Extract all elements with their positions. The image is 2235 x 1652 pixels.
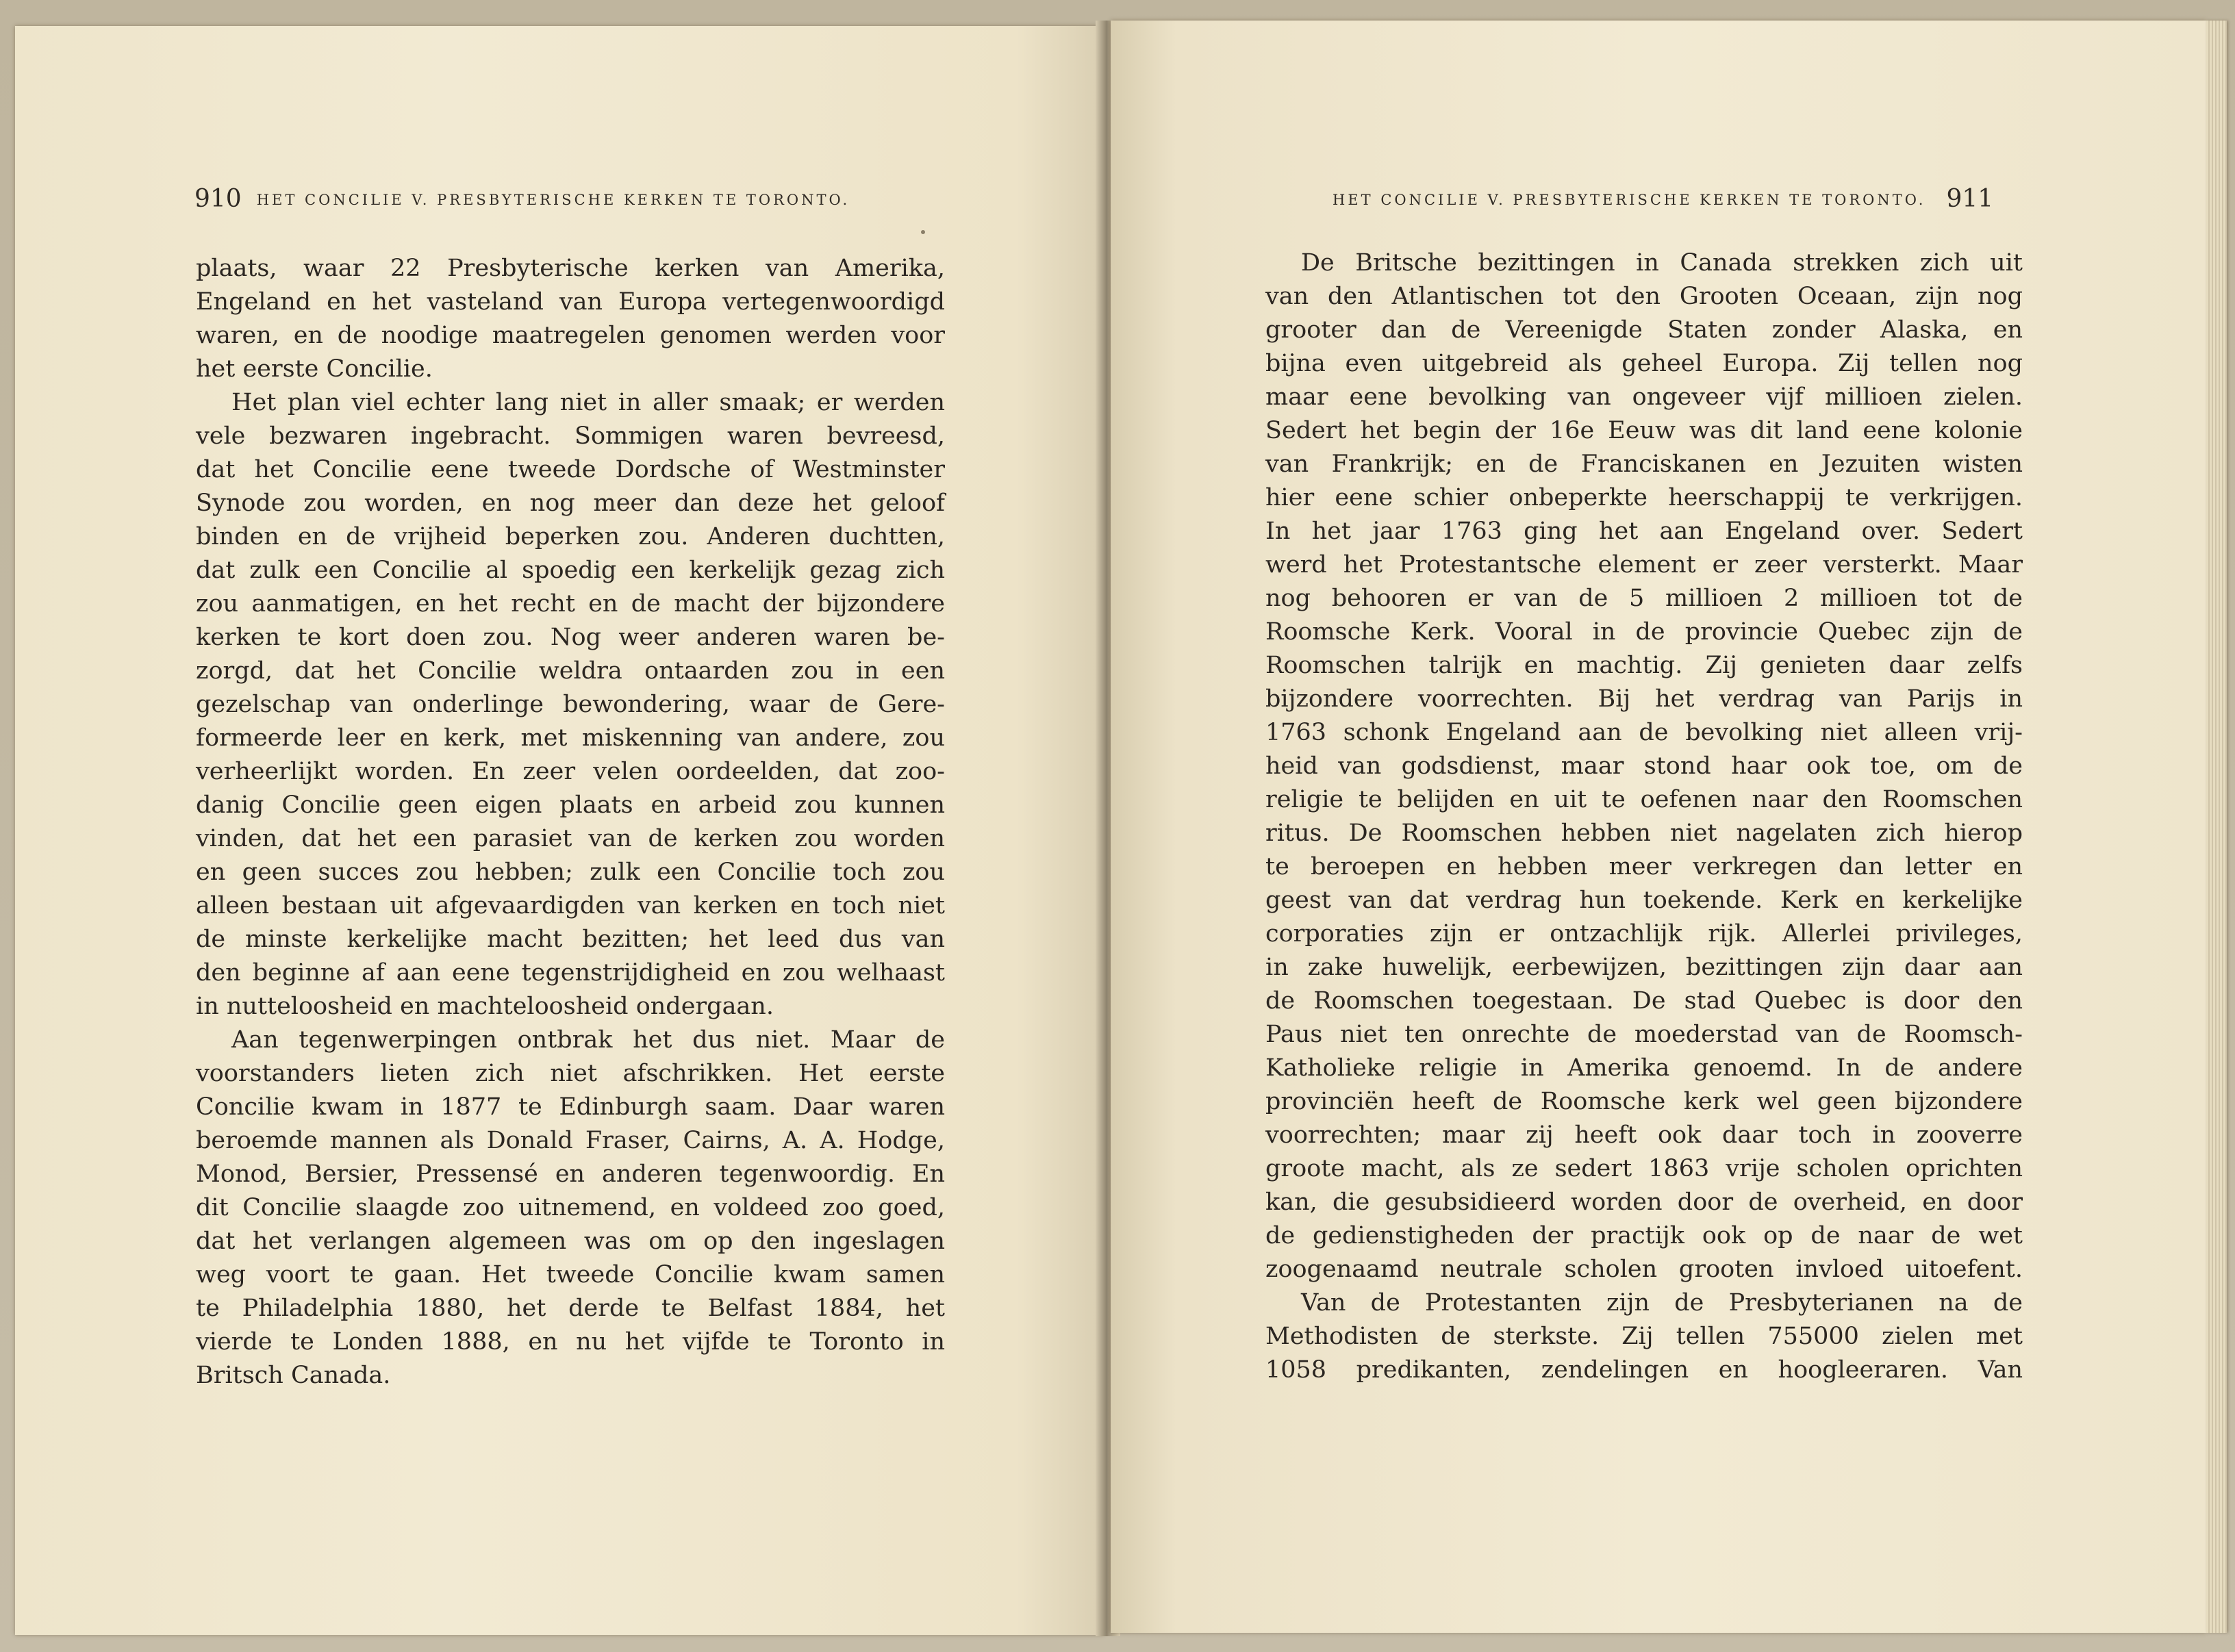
text-line: Engeland en het vasteland van Europa vertegenwoordigd (196, 288, 945, 316)
text-line: De Britsche bezittingen in Canada strekken zich uit (1301, 249, 2023, 277)
text-line: Synode zou worden, en nog meer dan deze het geloof (196, 490, 945, 517)
right-page-number: 911 (1946, 185, 1994, 213)
text-line: Van de Protestanten zijn de Presbyterianen na de (1301, 1289, 2023, 1317)
text-line: Roomschen talrijk en machtig. Zij genieten daar zelfs (1265, 652, 2023, 679)
text-line: weg voort te gaan. Het tweede Concilie kwam samen (196, 1261, 945, 1288)
right-body-text (1265, 246, 2023, 1387)
text-line: Aan tegenwerpingen ontbrak het dus niet. Maar de (231, 1026, 945, 1054)
text-line: In het jaar 1763 ging het aan Engeland over. Sedert (1265, 518, 2023, 545)
text-line: voorrechten; maar zij heeft ook daar toch in zooverre (1265, 1121, 2023, 1149)
text-line: Monod, Bersier, Pressensé en anderen tegenwoordig. En (196, 1160, 945, 1188)
text-line: Methodisten de sterkste. Zij tellen 755000 zielen met (1265, 1323, 2023, 1350)
right-running-head (1333, 185, 1993, 213)
text-line: heid van godsdienst, maar stond haar ook toe, om de (1265, 752, 2023, 780)
text-line: maar eene bevolking van ongeveer vijf millioen zielen. (1265, 383, 2023, 411)
text-line: waren, en de noodige maatregelen genomen werden voor (196, 322, 945, 349)
left-page-number: 910 (194, 185, 242, 213)
text-line: Britsch Canada. (196, 1362, 391, 1389)
text-line: vele bezwaren ingebracht. Sommigen waren bevreesd, (196, 422, 945, 450)
text-line: Katholieke religie in Amerika genoemd. In de andere (1265, 1054, 2023, 1082)
text-line: en geen succes zou hebben; zulk een Concilie toch zou (196, 859, 945, 886)
text-line: het eerste Concilie. (196, 355, 433, 383)
text-line: religie te belijden en uit te oefenen naar den Roomschen (1265, 786, 2023, 813)
text-line: bijzondere voorrechten. Bij het verdrag van Parijs in (1265, 685, 2023, 713)
text-line: gezelschap van onderlinge bewondering, waar de Gere- (196, 691, 945, 718)
text-line: beroemde mannen als Donald Fraser, Cairns, A. A. Hodge, (196, 1127, 945, 1154)
text-line: kan, die gesubsidieerd worden door de overheid, en door (1265, 1189, 2023, 1216)
text-line: verheerlijkt worden. En zeer velen oordeelden, dat zoo- (196, 758, 945, 785)
text-line: zou aanmatigen, en het recht en de macht der bijzondere (196, 590, 945, 618)
text-line: den beginne af aan eene tegenstrijdigheid en zou welhaast (196, 959, 945, 987)
text-line: zoogenaamd neutrale scholen grooten invloed uitoefent. (1265, 1256, 2023, 1283)
left-running-head (194, 185, 850, 213)
text-line: plaats, waar 22 Presbyterische kerken van Amerika, (196, 255, 945, 282)
text-line: Sedert het begin der 16e Eeuw was dit land eene kolonie (1265, 417, 2023, 444)
text-line: ritus. De Roomschen hebben niet nagelaten zich hierop (1265, 819, 2023, 847)
text-line: van den Atlantischen tot den Grooten Oceaan, zijn nog (1265, 283, 2023, 310)
text-line: te Philadelphia 1880, het derde te Belfast 1884, het (196, 1295, 945, 1322)
text-line: Concilie kwam in 1877 te Edinburgh saam. Daar waren (196, 1093, 945, 1121)
text-line: 1058 predikanten, zendelingen en hoogleeraren. Van (1265, 1356, 2023, 1384)
text-line: groote macht, als ze sedert 1863 vrije scholen oprichten (1265, 1155, 2023, 1182)
text-line: Paus niet ten onrechte de moederstad van de Roomsch- (1265, 1021, 2023, 1048)
text-line: van Frankrijk; en de Franciskanen en Jezuiten wisten (1265, 450, 2023, 478)
text-line: te beroepen en hebben meer verkregen dan letter en (1265, 853, 2023, 880)
text-line: hier eene schier onbeperkte heerschappij te verkrijgen. (1265, 484, 2023, 511)
text-line: kerken te kort doen zou. Nog weer anderen waren be- (196, 624, 945, 651)
text-line: voorstanders lieten zich niet afschrikken. Het eerste (196, 1060, 945, 1087)
text-line: zorgd, dat het Concilie weldra ontaarden zou in een (196, 657, 945, 685)
text-line: Roomsche Kerk. Vooral in de provincie Quebec zijn de (1265, 618, 2023, 646)
left-running-head-text: HET CONCILIE V. PRESBYTERISCHE KERKEN TE TORONTO. (256, 192, 850, 208)
text-line: alleen bestaan uit afgevaardigden van kerken en toch niet (196, 892, 945, 919)
text-line: dat het verlangen algemeen was om op den ingeslagen (196, 1228, 945, 1255)
page-edges (2206, 21, 2227, 1633)
text-line: 1763 schonk Engeland aan de bevolking niet alleen vrij- (1265, 719, 2023, 746)
text-line: vinden, dat het een parasiet van de kerken zou worden (196, 825, 945, 852)
text-line: Het plan viel echter lang niet in aller smaak; er werden (231, 389, 945, 416)
text-line: formeerde leer en kerk, met miskenning van andere, zou (196, 724, 945, 752)
text-line: geest van dat verdrag hun toekende. Kerk en kerkelijke (1265, 887, 2023, 914)
paper-speck (921, 230, 925, 234)
text-line: dit Concilie slaagde zoo uitnemend, en voldeed zoo goed, (196, 1194, 945, 1221)
text-line: corporaties zijn er ontzachlijk rijk. Allerlei privileges, (1265, 920, 2023, 948)
text-line: de Roomschen toegestaan. De stad Quebec is door den (1265, 987, 2023, 1015)
text-line: dat zulk een Concilie al spoedig een kerkelijk gezag zich (196, 557, 945, 584)
text-line: binden en de vrijheid beperken zou. Anderen duchtten, (196, 523, 945, 550)
text-line: nog behooren er van de 5 millioen 2 millioen tot de (1265, 585, 2023, 612)
text-line: in nutteloosheid en machteloosheid ondergaan. (196, 993, 774, 1020)
text-line: danig Concilie geen eigen plaats en arbeid zou kunnen (196, 791, 945, 819)
text-line: bijna even uitgebreid als geheel Europa. Zij tellen nog (1265, 350, 2023, 377)
text-line: de minste kerkelijke macht bezitten; het leed dus van (196, 926, 945, 953)
text-line: grooter dan de Vereenigde Staten zonder Alaska, en (1265, 316, 2023, 344)
left-body-text (196, 252, 945, 1393)
text-line: dat het Concilie eene tweede Dordsche of Westminster (196, 456, 945, 483)
text-line: de gedienstigheden der practijk ook op de naar de wet (1265, 1222, 2023, 1249)
text-line: provinciën heeft de Roomsche kerk wel geen bijzondere (1265, 1088, 2023, 1115)
right-running-head-text: HET CONCILIE V. PRESBYTERISCHE KERKEN TE TORONTO. (1333, 192, 1926, 208)
text-line: in zake huwelijk, eerbewijzen, bezittingen zijn daar aan (1265, 954, 2023, 981)
text-line: werd het Protestantsche element er zeer versterkt. Maar (1265, 551, 2023, 579)
text-line: vierde te Londen 1888, en nu het vijfde te Toronto in (196, 1328, 945, 1356)
